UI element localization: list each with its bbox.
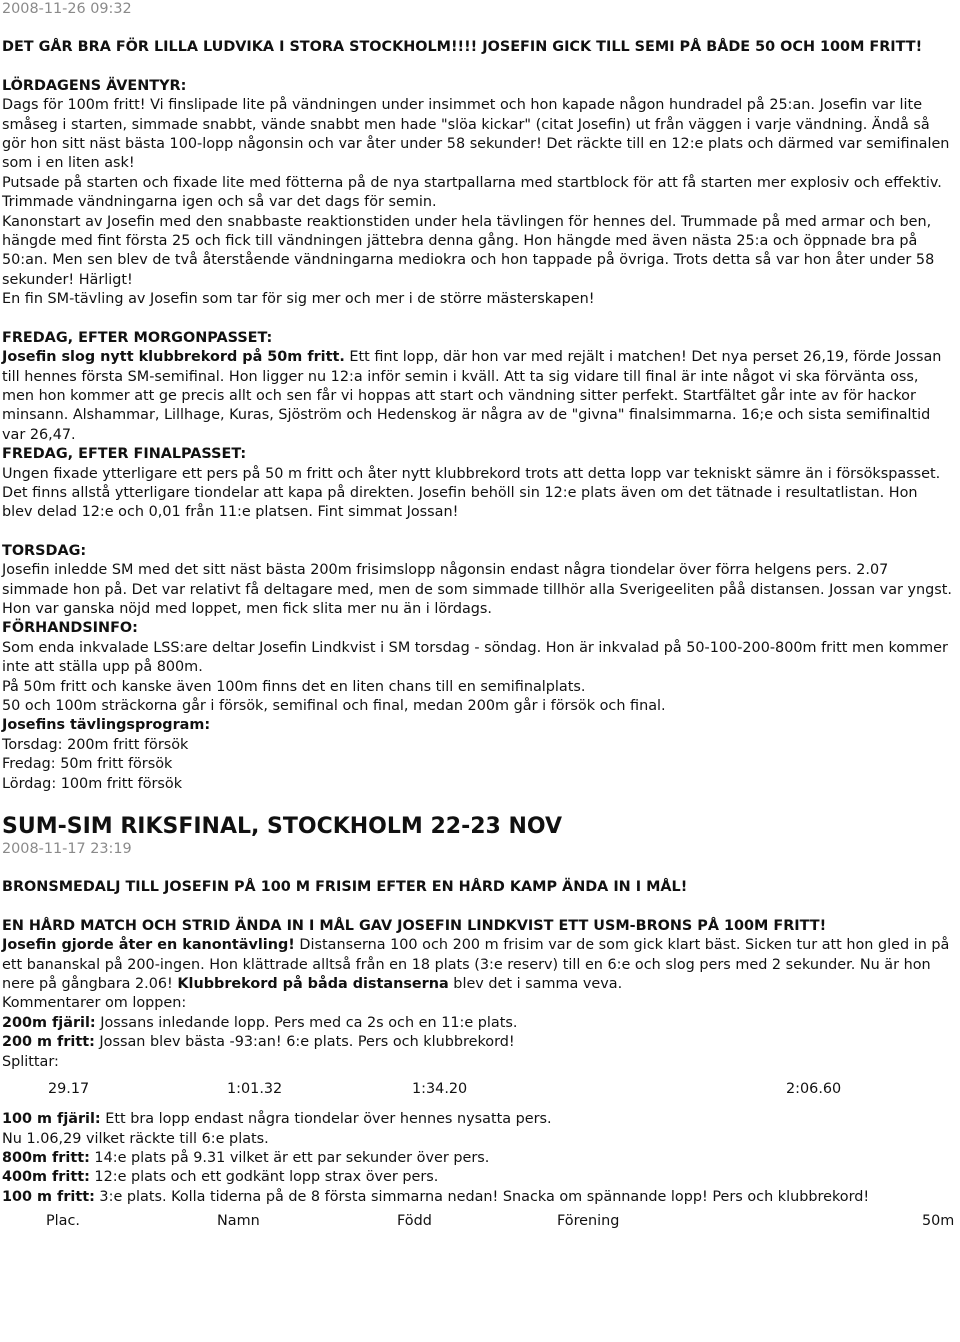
race-text: Jossan blev bästa -93:an! 6:e plats. Pers och klubbrekord! (94, 1034, 515, 1051)
paragraph: Som enda inkvalade LSS:are deltar Josefin Lindkvist i SM torsdag - söndag. Hon är inkvalad på 50-100-200-800m fritt men kommer inte att ställa upp på 800m. (2, 639, 948, 676)
column-header: Förening (557, 1213, 620, 1230)
column-header: 50m (922, 1213, 955, 1230)
bold-text: Klubbrekord på båda distanserna (177, 976, 449, 993)
bold-text: Josefin gjorde åter en kanontävling! (2, 937, 295, 954)
section-heading: FREDAG, EFTER MORGONPASSET: (2, 329, 273, 346)
race-label: 200 m fritt: (2, 1034, 95, 1051)
paragraph: Putsade på starten och fixade lite med fötterna på de nya startpallarna med startblock för att få starten mer explosiv och effektiv. Trimmade vändningarna igen och så var det dags för semin. (2, 174, 942, 211)
column-header: Född (397, 1213, 432, 1230)
post-headline: BRONSMEDALJ TILL JOSEFIN PÅ 100 M FRISIM EFTER EN HÅRD KAMP ÄNDA IN I MÅL! (2, 879, 688, 896)
paragraph: En fin SM-tävling av Josefin som tar för sig mer och mer i de större mästerskapen! (2, 291, 595, 308)
paragraph: Splittar: (2, 1053, 59, 1070)
section-heading: FÖRHANDSINFO: (2, 620, 138, 637)
split-time: 1:01.32 (227, 1081, 283, 1098)
post-date: 2008-11-17 23:19 (2, 841, 132, 858)
paragraph: Dags för 100m fritt! Vi finslipade lite på vändningen under insimmet och hon kapade någon hundradel på 25:an. Josefin var lite småseg i starten, simmade snabbt, vände snabbt men hade "slöa kickar" (citat Josefin) ut från väggen i varje vändning. Ändå så gör hon sitt näst bästa 100-lopp någonsin och var åter under 58 sekunder! Det räckte till en 12:e plats och därmed var semifinalen som i en liten ask! (2, 97, 950, 172)
program-item: Torsdag: 200m fritt försök (2, 736, 189, 753)
paragraph-text: Distanserna 100 och 200 m frisim var de som gick klart bäst. Sicken tur att hon gled in på ett bananskal på 200-ingen. Hon klättrade alltså från en 18 plats (3:e reserv) till en 6:e och slog pers med 2 sekunder. Nu är hon nere på gångbara 2.06! (2, 937, 950, 993)
race-label: 100 m fritt: (2, 1188, 95, 1205)
section-heading: FREDAG, EFTER FINALPASSET: (2, 446, 247, 463)
race-label: 400m fritt: (2, 1169, 90, 1186)
paragraph (2, 1110, 952, 1129)
split-time: 1:34.20 (412, 1081, 468, 1098)
column-header: Plac. (46, 1213, 80, 1230)
paragraph: Nu 1.06,29 vilket räckte till 6:e plats. (2, 1130, 269, 1147)
section-heading: Josefins tävlingsprogram: (2, 717, 211, 734)
paragraph (2, 936, 952, 994)
race-text: Ett bra lopp endast några tiondelar över hennes nysatta pers. (100, 1111, 552, 1128)
post-title: SUM-SIM RIKSFINAL, STOCKHOLM 22-23 NOV (2, 814, 563, 840)
split-time: 2:06.60 (786, 1081, 842, 1098)
paragraph: Kommentarer om loppen: (2, 995, 187, 1012)
split-time: 29.17 (48, 1081, 90, 1098)
paragraph: Ungen fixade ytterligare ett pers på 50 m fritt och åter nytt klubbrekord trots att detta lopp var tekniskt sämre än i försökspasset. Det finns allstå ytterligare tiondelar att kapa på direkten. Josefin behöll sin 12:e plats även om det tätnade i resultatlistan. Hon blev delad 12:e och 0,01 från 11:e platsen. Fint simmat Jossan! (2, 465, 941, 521)
race-label: 800m fritt: (2, 1149, 90, 1166)
race-text: 14:e plats på 9.31 vilket är ett par sekunder över pers. (89, 1149, 490, 1166)
race-text: Jossans inledande lopp. Pers med ca 2s och en 11:e plats. (95, 1014, 518, 1031)
splits-row (2, 1078, 952, 1102)
section-heading: TORSDAG: (2, 542, 87, 559)
paragraph (2, 1033, 952, 1052)
paragraph (2, 1188, 952, 1207)
section-heading: LÖRDAGENS ÄVENTYR: (2, 77, 187, 94)
paragraph (2, 1168, 952, 1187)
paragraph (2, 1014, 952, 1033)
paragraph: På 50m fritt och kanske även 100m finns det en liten chans till en semifinalplats. (2, 678, 586, 695)
race-text: 3:e plats. Kolla tiderna på de 8 första simmarna nedan! Snacka om spännande lopp! Pers och klubbrekord! (94, 1188, 870, 1205)
race-label: 100 m fjäril: (2, 1111, 101, 1128)
race-label: 200m fjäril: (2, 1014, 96, 1031)
results-table-header (2, 1209, 955, 1231)
bold-text: Josefin slog nytt klubbrekord på 50m fritt. (2, 349, 345, 366)
paragraph: Kanonstart av Josefin med den snabbaste reaktionstiden under hela tävlingen för hennes del. Trummade på med armar och ben, hängde med fint första 25 och fick till vändningen jättebra denna gång. Hon hängde med även nästa 25:a och öppnade bra på 50:an. Men sen blev de två återstående vändningarna mediokra och hon tappade på övriga. Trots detta så var hon åter under 58 sekunder! Härligt! (2, 213, 935, 288)
paragraph (2, 348, 952, 445)
paragraph: 50 och 100m sträckorna går i försök, semifinal och final, medan 200m går i försök och final. (2, 698, 666, 714)
post-headline: EN HÅRD MATCH OCH STRID ÄNDA IN I MÅL GAV JOSEFIN LINDKVIST ETT USM-BRONS PÅ 100M FRITT! (2, 917, 827, 934)
paragraph: Josefin inledde SM med det sitt näst bästa 200m frisimslopp någonsin endast några tiondelar över förra helgens pers. 2.07 simmade hon på. Det var relativt få deltagare med, men de som simmade tillhör alla Sverigeeliten påå distansen. Jossan var yngst. Hon var ganska nöjd med loppet, men fick slita mer nu än i lördags. (2, 562, 952, 617)
paragraph-text: Ett fint lopp, där hon var med rejält i matchen! Det nya perset 26,19, förde Jossan till hennes första SM-semifinal. Hon ligger nu 12:a inför semin i kväll. Att ta sig vidare till final är inte något vi ska förvänta oss, men hon kommer att ge precis allt och sen får vi hoppas att start och vändning sitter perfekt. Startfältet går inte av för hackor minsann. Alshammar, Lillhage, Kuras, Sjöström och Hedenskog är några av de "givna" finalsimmarna. 16;e och sista semifinaltid var 26,47. (2, 349, 942, 443)
post-headline: DET GÅR BRA FÖR LILLA LUDVIKA I STORA STOCKHOLM!!!! JOSEFIN GICK TILL SEMI PÅ BÅDE 50 OCH 100M FRITT! (2, 39, 923, 56)
race-text: 12:e plats och ett godkänt lopp strax över pers. (89, 1169, 439, 1186)
column-header: Namn (217, 1213, 260, 1230)
program-item: Lördag: 100m fritt försök (2, 775, 183, 792)
post-date: 2008-11-26 09:32 (2, 1, 132, 17)
paragraph (2, 1149, 952, 1168)
program-item: Fredag: 50m fritt försök (2, 756, 173, 773)
paragraph-text: blev det i samma veva. (448, 976, 623, 993)
